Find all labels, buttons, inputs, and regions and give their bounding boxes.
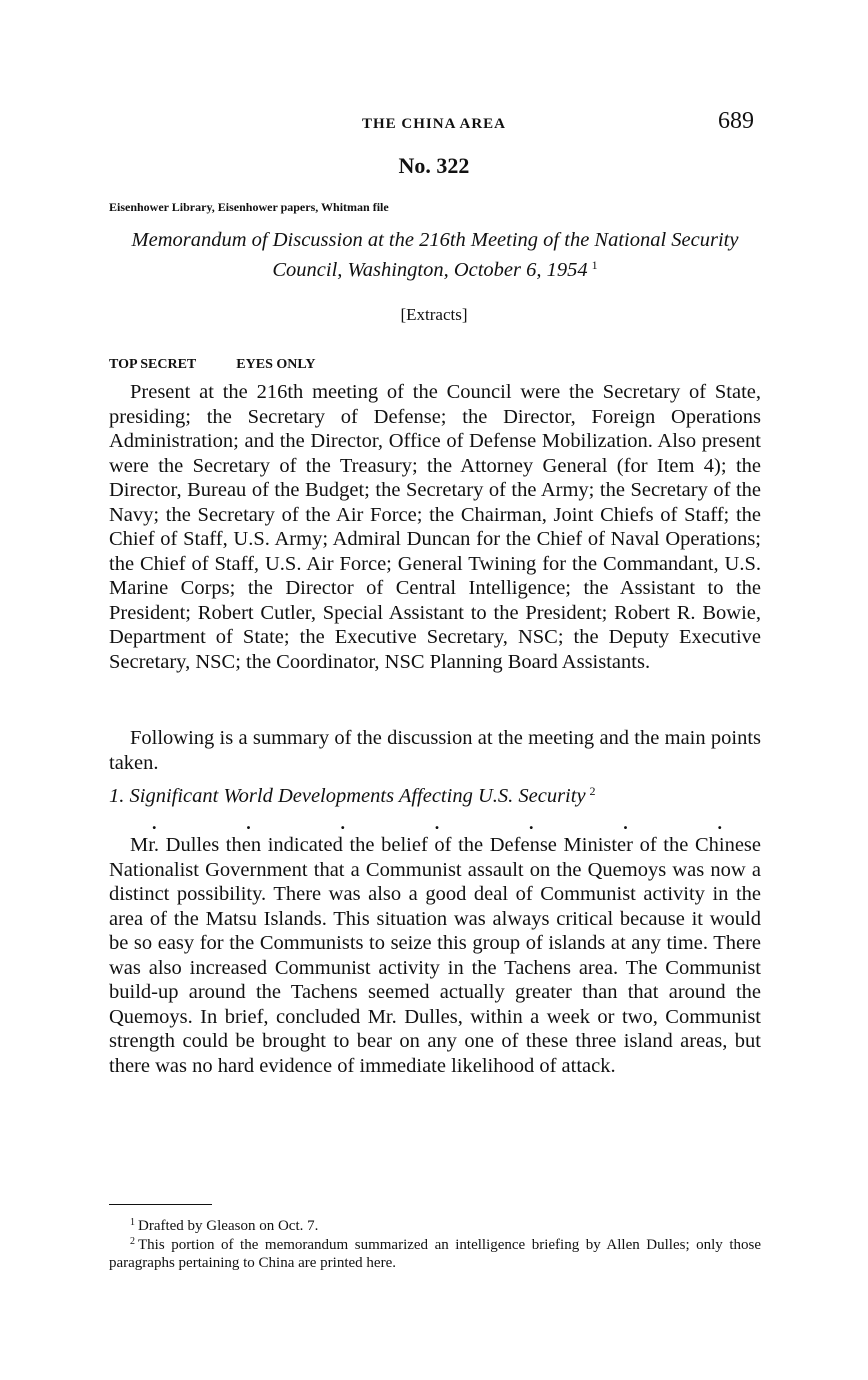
- ellipsis-dot: .: [434, 813, 440, 833]
- running-head: THE CHINA AREA: [361, 116, 507, 132]
- ellipsis-dot: .: [623, 813, 628, 833]
- paragraph-attendees: Present at the 216th meeting of the Council were the Secretary of State, presiding; the Secretary of Defense; the Director, Foreign Operations Administration; and the Director, Office of Defense Mobilization. Also present were the Secretary of the Treasury; the Attorney General (for Item 4); the Director, Bureau of the Budget; the Secretary of the Army; the Secretary of the Navy; the Secretary of the Air Force; the Chairman, Joint Chiefs of Staff; the Chief of Staff, U.S. Army; Admiral Duncan for the Chief of Naval Operations; the Chief of Staff, U.S. Air Force; General Twining for the Commandant, U.S. Marine Corps; the Director of Central Intelligence; the Assistant to the President; Robert Cutler, Special Assistant to the President; Robert R. Bowie, Department of State; the Executive Secretary, NSC; the Deputy Executive Secretary, NSC; the Coordinator, NSC Planning Board Assistants.: [109, 381, 761, 673]
- paragraph-dulles-briefing: Mr. Dulles then indicated the belief of the Defense Minister of the Chinese Nationalist Government that a Communist assault on the Quemoys was now a distinct possibility. There was also a good deal of Communist activity in the area of the Matsu Islands. This situation was always critical because it would be so easy for the Communists to seize this group of islands at any time. There was also increased Communist activity in the Tachens area. The Communist build-up around the Tachens seemed actually greater than that around the Quemoys. In brief, concluded Mr. Dulles, within a week or two, Communist strength could be brought to bear on any one of these three island areas, but there was no hard evidence of immediate likelihood of attack.: [109, 834, 761, 1077]
- footnote-1: [109, 1214, 761, 1235]
- classification-handling: EYES ONLY: [236, 357, 316, 372]
- document-title-text: Memorandum of Discussion at the 216th Meeting of the National Security Council, Washington, October 6, 1954: [131, 229, 739, 281]
- ellipsis-dot: .: [246, 813, 251, 833]
- section-heading-text: 1. Significant World Developments Affecting U.S. Security: [109, 785, 586, 807]
- ellipsis-dot: .: [529, 813, 534, 833]
- footnote-1-text: Drafted by Gleason on Oct. 7.: [138, 1218, 319, 1234]
- classification-line: [109, 357, 316, 373]
- footnote-1-marker: 1: [130, 1217, 135, 1228]
- classification-level: TOP SECRET: [109, 357, 197, 372]
- source-note: Eisenhower Library, Eisenhower papers, Whitman file: [109, 200, 389, 214]
- ellipsis-dot: .: [152, 813, 157, 833]
- omission-ellipsis: [152, 813, 722, 834]
- paragraph-summary-intro: Following is a summary of the discussion at the meeting and the main points taken.: [109, 727, 761, 774]
- extracts-label: [Extracts]: [400, 305, 468, 324]
- footnote-2-marker: 2: [130, 1236, 135, 1247]
- section-heading: [109, 784, 761, 808]
- page-number: 689: [718, 108, 754, 134]
- ellipsis-dot: .: [717, 813, 722, 833]
- footnote-ref-2: 2: [589, 784, 596, 798]
- footnote-2: [109, 1233, 761, 1272]
- document-number: No. 322: [398, 153, 470, 178]
- footnote-2-text: This portion of the memorandum summarized an intelligence briefing by Allen Dulles; only those paragraphs pertaining to China are printed here.: [109, 1237, 761, 1271]
- footnote-divider: [109, 1204, 212, 1205]
- document-title: [109, 228, 761, 283]
- footnote-ref-1: 1: [591, 258, 598, 272]
- ellipsis-dot: .: [340, 813, 345, 833]
